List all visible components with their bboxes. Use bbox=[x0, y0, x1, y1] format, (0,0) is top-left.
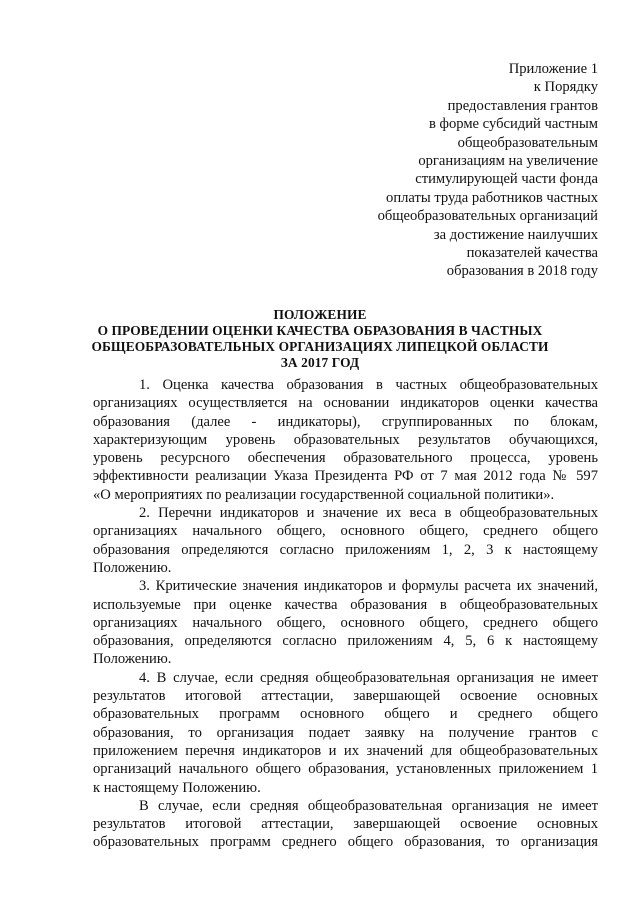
text-line: уровень ресурсного обеспечения образовательного процесса, уровень bbox=[93, 450, 598, 467]
text-line: Положению. bbox=[93, 559, 172, 576]
text-line: организациях начального общего, основного общего, среднего общего bbox=[93, 614, 598, 631]
appendix-line: стимулирующей части фонда bbox=[415, 171, 598, 188]
appendix-reference bbox=[278, 60, 598, 281]
title-line: О ПРОВЕДЕНИИ ОЦЕНКИ КАЧЕСТВА ОБРАЗОВАНИЯ В ЧАСТНЫХ bbox=[97, 323, 543, 338]
text-line: образования, то организация подает заявку на получение грантов с bbox=[93, 724, 598, 741]
appendix-line: к Порядку bbox=[533, 79, 598, 96]
text-line: В случае, если средняя общеобразовательная организация не имеет bbox=[139, 797, 598, 814]
appendix-line: предоставления грантов bbox=[447, 97, 598, 114]
text-line: 1. Оценка качества образования в частных общеобразовательных bbox=[139, 377, 598, 393]
paragraph-5 bbox=[93, 797, 598, 852]
text-line: эффективности реализации Указа Президента РФ от 7 мая 2012 года № 597 bbox=[93, 468, 598, 485]
text-line: организациях осуществляется на основании индикаторов оценки качества bbox=[93, 395, 598, 412]
text-line: образования определяются согласно приложениям 1, 2, 3 к настоящему bbox=[93, 541, 598, 558]
appendix-line: Приложение 1 bbox=[508, 61, 598, 77]
text-line: к настоящему Положению. bbox=[93, 779, 261, 796]
appendix-line: за достижение наилучших bbox=[433, 226, 598, 243]
text-line: результатов итоговой аттестации, завершающей освоение основных bbox=[93, 816, 598, 833]
appendix-line: общеобразовательным bbox=[457, 134, 598, 151]
appendix-line: оплаты труда работников частных bbox=[386, 189, 598, 206]
text-line: организациях начального общего, основного общего, среднего общего bbox=[93, 523, 598, 540]
paragraph-1 bbox=[93, 376, 598, 504]
appendix-line: общеобразовательных организаций bbox=[377, 208, 598, 225]
text-line: характеризующим уровень образовательных результатов обучающихся, bbox=[93, 431, 598, 448]
text-line: образовательных программ среднего общего образования, то организация bbox=[93, 834, 598, 851]
title-line: ПОЛОЖЕНИЕ bbox=[273, 307, 367, 322]
text-line: 2. Перечни индикаторов и значение их веса в общеобразовательных bbox=[139, 505, 598, 522]
document-body bbox=[93, 376, 598, 852]
document-title bbox=[0, 307, 640, 371]
text-line: используемые при оценке качества образования в общеобразовательных bbox=[93, 596, 598, 613]
text-line: «О мероприятиях по реализации государственной социальной политики». bbox=[93, 486, 555, 503]
appendix-line: образования в 2018 году bbox=[446, 263, 598, 280]
text-line: результатов итоговой аттестации, завершающей освоение основных bbox=[93, 688, 598, 705]
paragraph-2 bbox=[93, 504, 598, 577]
appendix-line: организациям на увеличение bbox=[418, 153, 598, 170]
text-line: Положению. bbox=[93, 651, 172, 668]
title-line: ЗА 2017 ГОД bbox=[280, 355, 360, 370]
title-line: ОБЩЕОБРАЗОВАТЕЛЬНЫХ ОРГАНИЗАЦИЯХ ЛИПЕЦКОЙ ОБЛАСТИ bbox=[91, 339, 549, 354]
appendix-line: в форме субсидий частным bbox=[428, 116, 598, 133]
text-line: организаций начального общего образования, установленных приложением 1 bbox=[93, 761, 598, 778]
paragraph-4 bbox=[93, 669, 598, 797]
paragraph-3 bbox=[93, 577, 598, 668]
appendix-line: показателей качества bbox=[466, 245, 598, 262]
text-line: приложением перечня индикаторов и их значений для общеобразовательных bbox=[93, 742, 598, 759]
text-line: 3. Критические значения индикаторов и формулы расчета их значений, bbox=[139, 578, 598, 595]
text-line: 4. В случае, если средняя общеобразовательная организация не имеет bbox=[139, 669, 598, 686]
text-line: образования, определяются согласно приложениям 4, 5, 6 к настоящему bbox=[93, 633, 598, 650]
text-line: образования (далее - индикаторы), сгруппированных по блокам, bbox=[93, 413, 598, 430]
text-line: образовательных программ основного общего и среднего общего bbox=[93, 706, 598, 723]
